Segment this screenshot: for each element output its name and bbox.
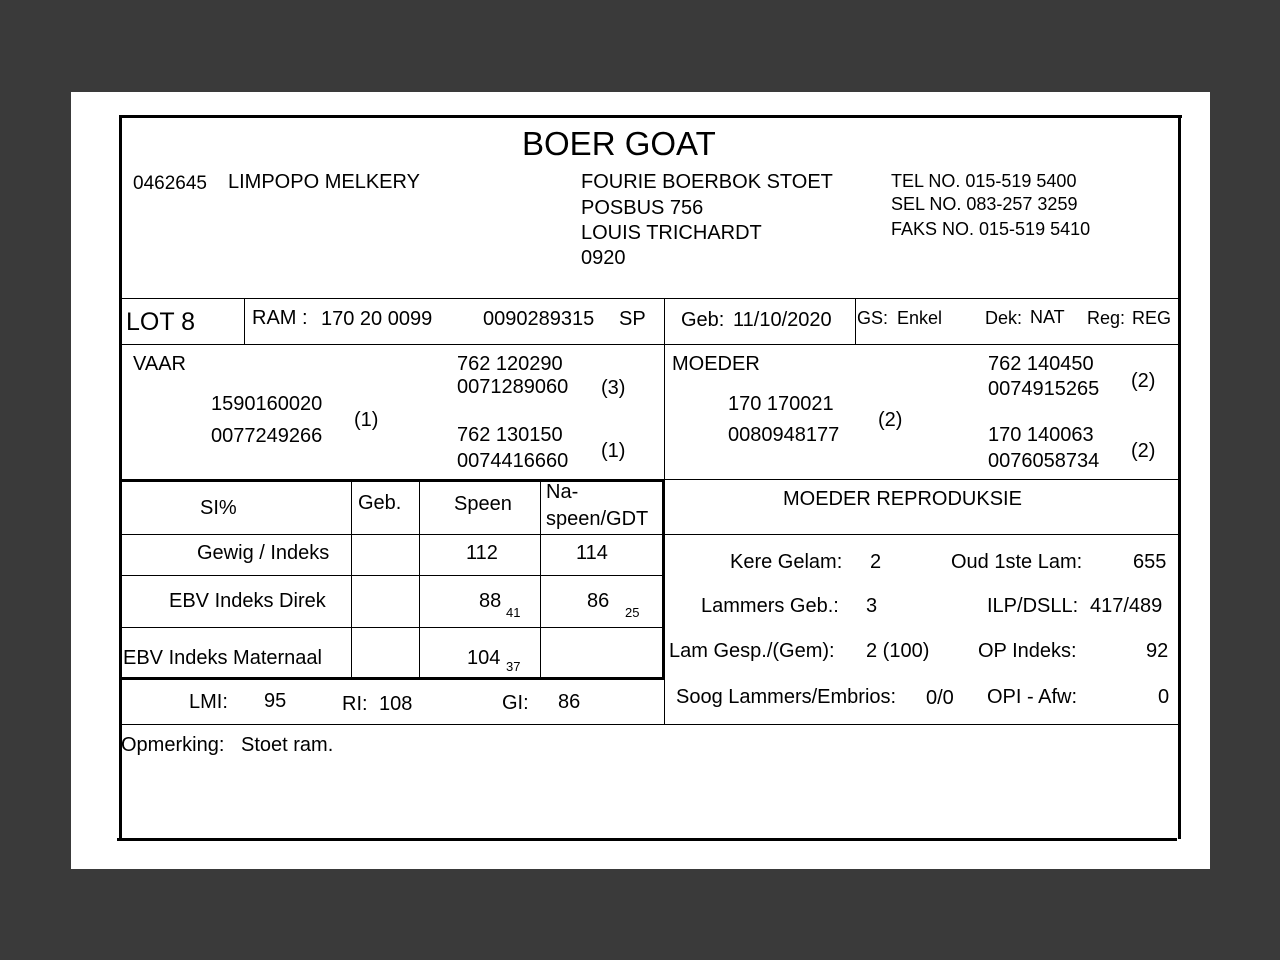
row-weight-speen: 112 [466, 542, 498, 564]
dam-id: 0080948177 [728, 424, 840, 446]
op-indeks-value: 92 [1146, 640, 1169, 662]
postcode: 0920 [581, 247, 626, 269]
col-speen-header: Speen [454, 493, 512, 515]
row-direct-speen-accuracy: 41 [506, 605, 521, 620]
oud-lam-value: 655 [1133, 551, 1167, 573]
dam-number: 170 170021 [728, 393, 834, 415]
soog-lammers-label: Soog Lammers/Embrios: [676, 686, 897, 708]
rule-si-row2 [120, 627, 664, 628]
dam-sire-id: 0074915265 [988, 378, 1100, 400]
lammers-geb-label: Lammers Geb.: [701, 595, 839, 617]
stud-name: FOURIE BOERBOK STOET [581, 171, 833, 193]
dam-sire-grade: (2) [1131, 370, 1156, 392]
ri-label: RI: [342, 693, 368, 715]
rule-pedigree-right [664, 479, 1180, 480]
lmi-value: 95 [264, 690, 287, 712]
col-geb-header: Geb. [358, 492, 402, 514]
row-maternal-label: EBV Indeks Maternaal [123, 647, 322, 669]
remarks-value: Stoet ram. [241, 734, 334, 756]
opi-afw-label: OPI - Afw: [987, 686, 1078, 708]
rule-header [120, 298, 1180, 299]
sire-sire-id: 0071289060 [457, 376, 569, 398]
dam-dam-id: 0076058734 [988, 450, 1100, 472]
vrule-si-3 [540, 482, 541, 678]
kere-gelam-label: Kere Gelam: [730, 551, 843, 573]
rule-repro-head [664, 534, 1180, 535]
ram-number: 170 20 0099 [321, 308, 433, 330]
row-weight-label: Gewig / Indeks [197, 542, 330, 564]
soog-lammers-value: 0/0 [926, 687, 954, 709]
col-si-header: SI% [200, 497, 237, 519]
dek-value: NAT [1030, 307, 1065, 327]
sire-number: 1590160020 [211, 393, 323, 415]
kere-gelam-value: 2 [870, 551, 882, 573]
vrule-geb [855, 298, 856, 344]
dam-dam-grade: (2) [1131, 440, 1156, 462]
rule-si-row1 [120, 575, 664, 576]
birth-label: Geb: [681, 309, 725, 331]
gi-label: GI: [502, 692, 529, 714]
gs-label: GS: [857, 308, 889, 328]
vrule-si-2 [419, 482, 420, 678]
lmi-label: LMI: [189, 691, 228, 713]
breeder-name: LIMPOPO MELKERY [228, 171, 420, 193]
col-naspeen-header-1: Na- [546, 481, 579, 503]
row-direct-label: EBV Indeks Direk [169, 590, 326, 612]
ram-label: RAM : [252, 307, 308, 329]
frame-right [1178, 115, 1181, 839]
address-line-1: POSBUS 756 [581, 197, 704, 219]
rule-pedigree-left [120, 479, 664, 482]
row-direct-speen: 88 [479, 590, 502, 612]
reproduction-title: MOEDER REPRODUKSIE [783, 488, 1022, 510]
opi-afw-value: 0 [1158, 686, 1170, 708]
op-indeks-label: OP Indeks: [978, 640, 1077, 662]
dam-grade: (2) [878, 409, 903, 431]
animal-id: 0090289315 [483, 308, 595, 330]
telephone: TEL NO. 015-519 5400 [891, 171, 1077, 191]
sire-label: VAAR [133, 353, 186, 375]
gi-value: 86 [558, 691, 581, 713]
lammers-geb-value: 3 [866, 595, 878, 617]
sire-dam-grade: (1) [601, 440, 626, 462]
rule-si-head [120, 534, 664, 535]
sire-id: 0077249266 [211, 425, 323, 447]
dek-label: Dek: [985, 308, 1023, 328]
remarks-label: Opmerking: [121, 734, 225, 756]
ilp-dsll-label: ILP/DSLL: [987, 595, 1079, 617]
row-weight-naspeen: 114 [576, 542, 608, 564]
col-naspeen-header-2: speen/GDT [546, 508, 649, 530]
row-direct-naspeen: 86 [587, 590, 610, 612]
reg-label: Reg: [1087, 308, 1126, 328]
vrule-si-1 [351, 482, 352, 678]
vrule-si-4 [662, 482, 665, 678]
rule-lot [120, 344, 1180, 345]
reg-value: REG [1132, 308, 1172, 328]
dam-dam-number: 170 140063 [988, 424, 1094, 446]
row-maternal-speen-accuracy: 37 [506, 659, 521, 674]
sp-code: SP [619, 308, 646, 330]
fax: FAKS NO. 015-519 5410 [891, 219, 1091, 239]
breeder-number: 0462645 [133, 173, 207, 194]
ri-value: 108 [379, 693, 413, 715]
rule-si-row3 [120, 677, 664, 680]
birth-date: 11/10/2020 [733, 309, 832, 331]
ilp-dsll-value: 417/489 [1090, 595, 1163, 617]
address-line-2: LOUIS TRICHARDT [581, 222, 762, 244]
lam-gesp-label: Lam Gesp./(Gem): [669, 640, 835, 662]
frame-bottom [117, 838, 1177, 841]
rule-remarks [120, 724, 1180, 725]
lam-gesp-value: 2 (100) [866, 640, 930, 662]
vrule-lot [244, 298, 245, 344]
cellphone: SEL NO. 083-257 3259 [891, 194, 1078, 214]
sire-grade: (1) [354, 409, 379, 431]
row-maternal-speen: 104 [467, 647, 501, 669]
dam-label: MOEDER [672, 353, 760, 375]
row-direct-naspeen-accuracy: 25 [625, 605, 640, 620]
sire-sire-grade: (3) [601, 377, 626, 399]
sire-dam-id: 0074416660 [457, 450, 569, 472]
frame-left [119, 115, 122, 839]
lot-number: LOT 8 [126, 308, 196, 336]
sire-sire-number: 762 120290 [457, 353, 563, 375]
oud-lam-label: Oud 1ste Lam: [951, 551, 1083, 573]
gs-value: Enkel [897, 308, 943, 328]
card-title: BOER GOAT [522, 125, 716, 162]
sire-dam-number: 762 130150 [457, 424, 563, 446]
dam-sire-number: 762 140450 [988, 353, 1094, 375]
frame-top [119, 115, 1182, 118]
